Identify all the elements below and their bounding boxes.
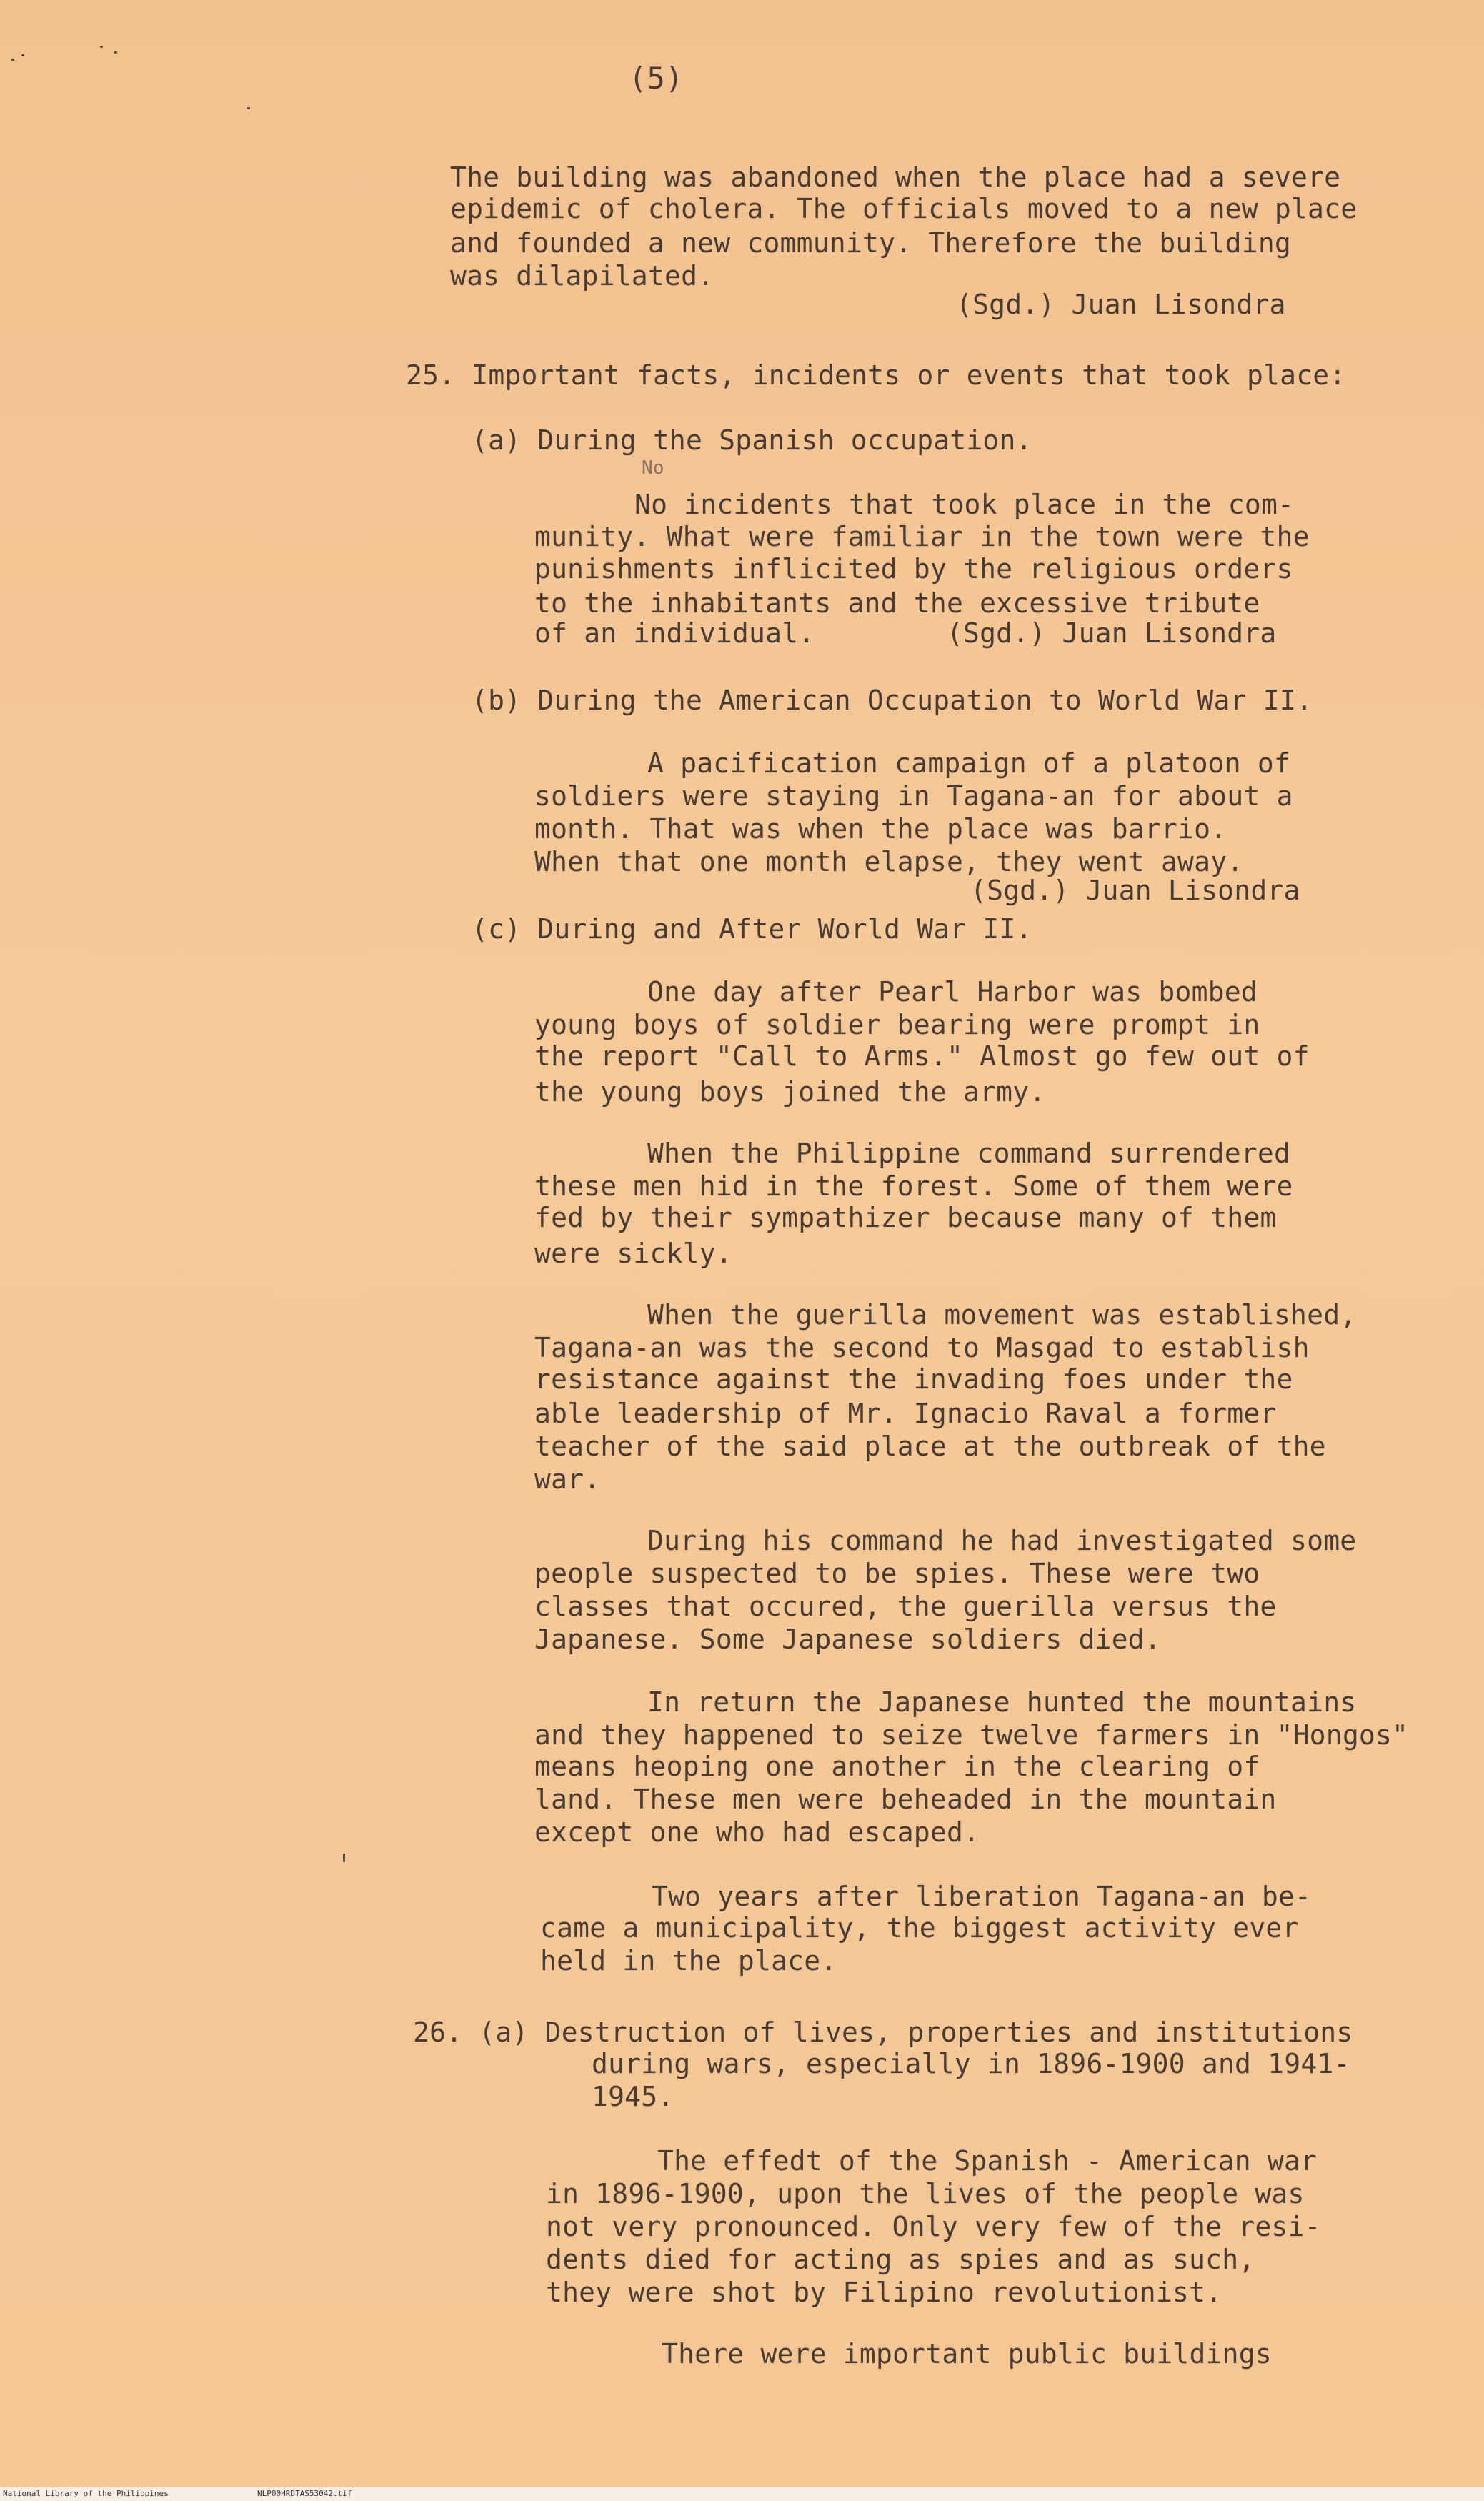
- item-25c-p5-line-2: and they happened to seize twelve farmers in "Hongos": [534, 1719, 1409, 1751]
- item-25c-p4-line-2: people suspected to be spies. These were two: [534, 1558, 1260, 1589]
- item-25a-line-3: punishments inflicited by the religious orders: [534, 553, 1293, 585]
- item-25c-p3-line-2: Tagana-an was the second to Masgad to establish: [534, 1332, 1310, 1363]
- footer-file-id: NLP00HRDTAS53042.tif: [257, 2489, 352, 2498]
- item-25c-p4-line-1: During his command he had investigated some: [647, 1525, 1357, 1556]
- item-25-heading: 25. Important facts, incidents or events that took place:: [406, 359, 1346, 391]
- item-26-p2-line-1: There were important public buildings: [662, 2338, 1272, 2370]
- item-25c-p1-line-2: young boys of soldier bearing were prompt in: [534, 1009, 1260, 1040]
- item-26-heading-line-3: 1945.: [592, 2081, 674, 2112]
- item-25b-line-1: A pacification campaign of a platoon of: [647, 747, 1291, 779]
- item-26-heading-line-2: during wars, especially in 1896-1900 and 1941-: [592, 2048, 1350, 2079]
- item-25c-p3-line-4: able leadership of Mr. Ignacio Raval a former: [534, 1398, 1277, 1429]
- scan-speck: [343, 1854, 345, 1862]
- page-number: (5): [629, 61, 684, 96]
- item-25b-label: (b) During the American Occupation to World War II.: [472, 685, 1313, 716]
- item-25c-p2-line-3: fed by their sympathizer because many of them: [534, 1202, 1277, 1233]
- intro-line-2: epidemic of cholera. The officials moved to a new place: [450, 193, 1358, 224]
- item-26-p1-line-1: The effedt of the Spanish - American war: [657, 2145, 1318, 2177]
- item-25b-signature: (Sgd.) Juan Lisondra: [970, 875, 1300, 906]
- item-25c-p5-line-3: means heoping one another in the clearing of: [534, 1751, 1260, 1782]
- item-25c-p3-line-6: war.: [534, 1463, 601, 1495]
- item-25a-line-1: No incidents that took place in the com-: [634, 489, 1295, 520]
- item-25c-p2-line-4: were sickly.: [534, 1238, 732, 1269]
- item-25c-p3-line-3: resistance against the invading foes under the: [534, 1363, 1293, 1395]
- item-25b-line-4: When that one month elapse, they went away.: [534, 846, 1244, 877]
- item-25a-line-5: of an individual. (Sgd.) Juan Lisondra: [534, 617, 1277, 649]
- item-25c-label: (c) During and After World War II.: [472, 913, 1032, 945]
- item-25b-line-2: soldiers were staying in Tagana-an for about a: [534, 780, 1293, 812]
- item-25c-p3-line-5: teacher of the said place at the outbreak of the: [534, 1431, 1326, 1462]
- intro-signature: (Sgd.) Juan Lisondra: [956, 289, 1286, 320]
- item-26-p1-line-2: in 1896-1900, upon the lives of the people was: [546, 2178, 1305, 2209]
- item-25c-p5-line-5: except one who had escaped.: [534, 1816, 980, 1848]
- item-25a-line-2: munity. What were familiar in the town were the: [534, 521, 1310, 552]
- scan-speck: [247, 107, 250, 109]
- item-25c-p2-line-1: When the Philippine command surrendered: [647, 1138, 1291, 1169]
- item-25c-p1-line-1: One day after Pearl Harbor was bombed: [647, 976, 1258, 1008]
- footer-library: National Library of the Philippines: [3, 2489, 169, 2498]
- item-25c-p6-line-2: came a municipality, the biggest activity ever: [540, 1912, 1299, 1944]
- item-25c-p3-line-1: When the guerilla movement was established,: [647, 1299, 1357, 1331]
- intro-line-1: The building was abandoned when the place had a severe: [450, 161, 1341, 193]
- scan-footer: [0, 2487, 1484, 2501]
- item-26-heading-line-1: 26. (a) Destruction of lives, properties and institutions: [413, 2017, 1353, 2048]
- scan-speck: [100, 46, 103, 48]
- item-25c-p5-line-4: land. These men were beheaded in the mountain: [534, 1784, 1277, 1815]
- item-26-p1-line-4: dents died for acting as spies and as such,: [546, 2244, 1255, 2275]
- item-25c-p4-line-3: classes that occured, the guerilla versus the: [534, 1591, 1277, 1622]
- item-26-p1-line-3: not very pronounced. Only very few of the resi-: [546, 2211, 1321, 2242]
- item-25c-p1-line-3: the report "Call to Arms." Almost go few out of: [534, 1040, 1310, 1072]
- item-25a-line-4: to the inhabitants and the excessive tribute: [534, 587, 1260, 619]
- intro-line-4: was dilapilated.: [450, 260, 714, 292]
- item-25c-p2-line-2: these men hid in the forest. Some of them were: [534, 1170, 1293, 1202]
- scan-speck: [114, 51, 117, 54]
- item-25a-label: (a) During the Spanish occupation.: [472, 424, 1032, 456]
- item-25c-p1-line-4: the young boys joined the army.: [534, 1076, 1046, 1108]
- intro-line-3: and founded a new community. Therefore the building: [450, 227, 1291, 259]
- item-25c-p4-line-4: Japanese. Some Japanese soldiers died.: [534, 1624, 1161, 1655]
- scan-speck: [21, 54, 24, 56]
- item-25a-margin-note: No: [642, 457, 664, 479]
- item-26-p1-line-5: they were shot by Filipino revolutionist.: [546, 2277, 1222, 2308]
- item-25c-p6-line-1: Two years after liberation Tagana-an be-: [652, 1881, 1312, 1912]
- item-25b-line-3: month. That was when the place was barrio.: [534, 813, 1227, 845]
- item-25c-p6-line-3: held in the place.: [540, 1945, 837, 1977]
- scan-speck: [11, 59, 14, 61]
- item-25c-p5-line-1: In return the Japanese hunted the mountains: [647, 1686, 1357, 1718]
